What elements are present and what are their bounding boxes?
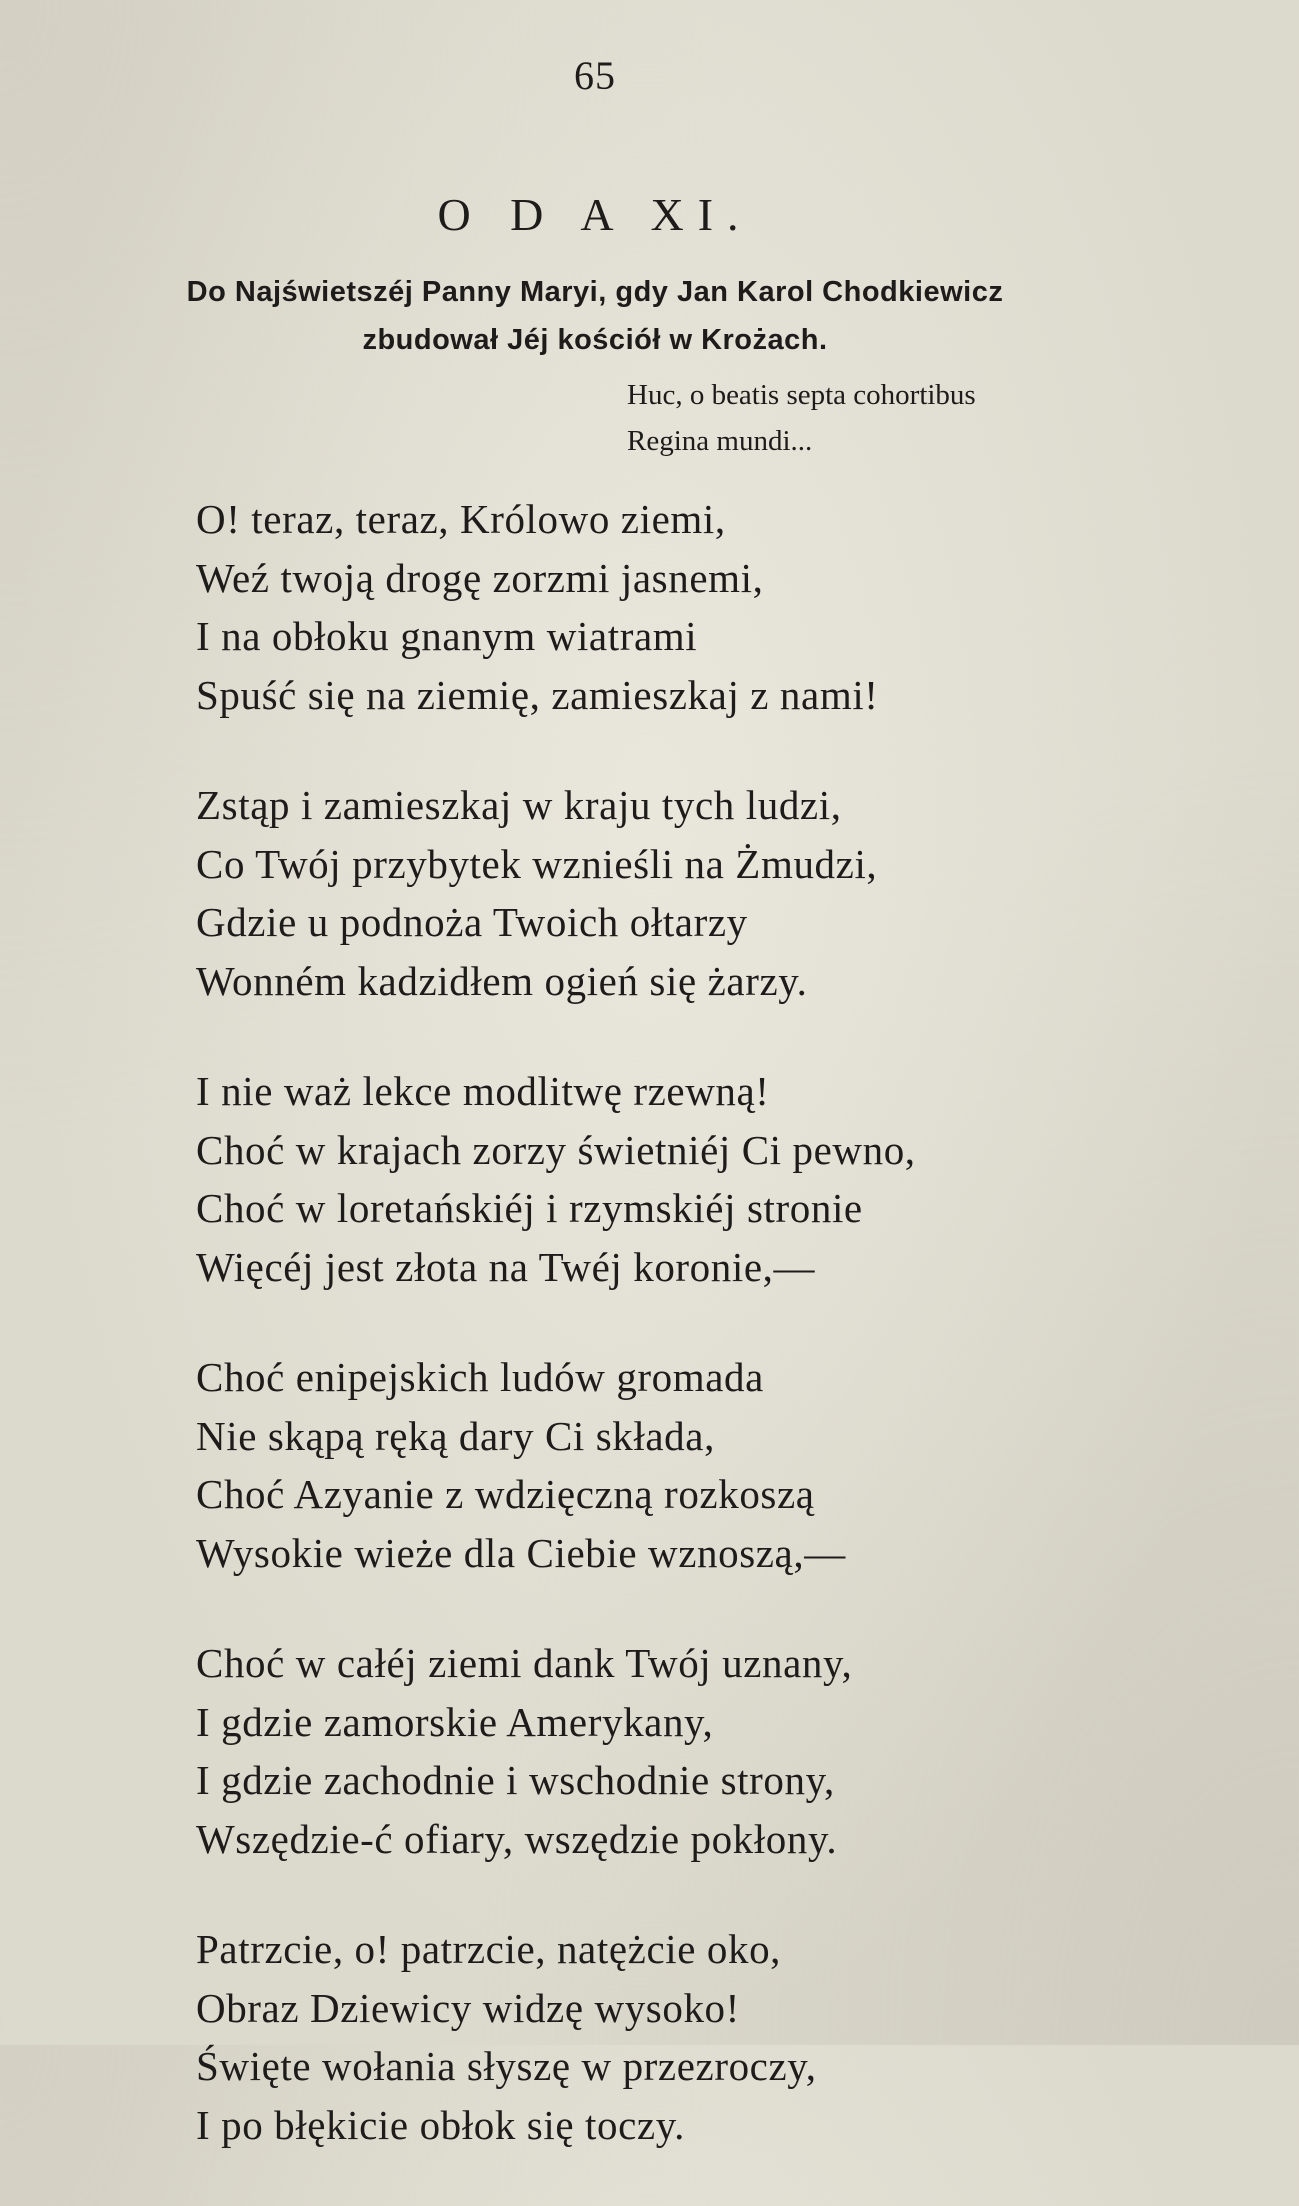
- stanza: [196, 1920, 1196, 2154]
- stanza: [196, 1062, 1196, 1296]
- dedication-line: zbudował Jéj kościół w Krożach.: [362, 324, 828, 356]
- verse-line: Nie skąpą ręką dary Ci składa,: [196, 1412, 715, 1459]
- verse-line: I gdzie zamorskie Amerykany,: [196, 1698, 714, 1745]
- epigraph-line: Regina mundi...: [627, 425, 813, 457]
- verse-line: Wszędzie-ć ofiary, wszędzie pokłony.: [196, 1815, 838, 1862]
- verse-line: Więcéj jest złota na Twéj koronie,—: [196, 1243, 816, 1290]
- verse-line: Choć enipejskich ludów gromada: [196, 1354, 764, 1400]
- stanza: [196, 776, 1196, 1010]
- page-number: 65: [574, 53, 616, 98]
- verse-line: Spuść się na ziemię, zamieszkaj z nami!: [196, 671, 879, 718]
- verse-line: I nie waż lekce modlitwę rzewną!: [196, 1068, 770, 1114]
- verse-line: Zstąp i zamieszkaj w kraju tych ludzi,: [196, 782, 842, 828]
- verse-line: Choć Azyanie z wdzięczną rozkoszą: [196, 1471, 815, 1517]
- verse-line: Co Twój przybytek wznieśli na Żmudzi,: [196, 840, 878, 887]
- verse-line: I gdzie zachodnie i wschodnie strony,: [196, 1757, 835, 1803]
- verse-line: Choć w krajach zorzy świetniéj Ci pewno,: [196, 1126, 916, 1173]
- verse-line: I na obłoku gnanym wiatrami: [196, 613, 698, 659]
- verse-line: Wysokie wieże dla Ciebie wznoszą,—: [196, 1529, 846, 1576]
- verse-line: Święte wołania słyszę w przezroczy,: [196, 2043, 817, 2089]
- epigraph: [627, 372, 976, 464]
- verse-line: Weź twoją drogę zorzmi jasnemi,: [196, 554, 764, 601]
- verse-line: Wonném kadzidłem ogień się żarzy.: [196, 957, 808, 1004]
- verse-line: O! teraz, teraz, Królowo ziemi,: [196, 496, 726, 542]
- verse-line: Gdzie u podnoża Twoich ołtarzy: [196, 899, 748, 945]
- epigraph-line: Huc, o beatis septa cohortibus: [627, 379, 976, 411]
- stanza: [196, 1348, 1196, 1582]
- poem-body: [196, 490, 1196, 2206]
- dedication-line: Do Najświetszéj Panny Maryi, gdy Jan Karol Chodkiewicz: [186, 276, 1004, 308]
- verse-line: Choć w loretańskiéj i rzymskiéj stronie: [196, 1185, 863, 1231]
- poem-title: O D A XI.: [437, 189, 753, 240]
- stanza: [196, 490, 1196, 724]
- dedication: [0, 268, 1190, 364]
- verse-line: Patrzcie, o! patrzcie, natężcie oko,: [196, 1926, 782, 1972]
- verse-line: Choć w całéj ziemi dank Twój uznany,: [196, 1640, 853, 1686]
- verse-line: Obraz Dziewicy widzę wysoko!: [196, 1984, 740, 2031]
- verse-line: I po błękicie obłok się toczy.: [196, 2101, 685, 2148]
- stanza: [196, 1634, 1196, 1868]
